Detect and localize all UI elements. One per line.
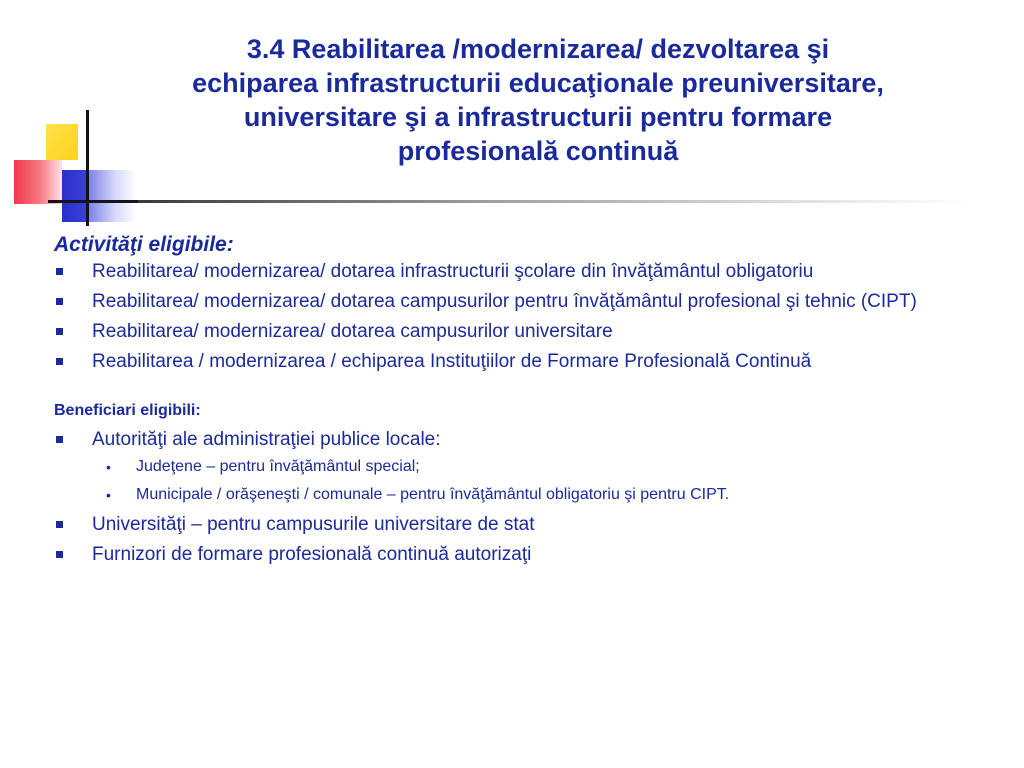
list-item	[54, 290, 994, 313]
beneficiaries-list	[54, 428, 994, 566]
horizontal-line-decoration	[48, 200, 138, 203]
list-item	[54, 320, 994, 343]
list-item-text: Reabilitarea/ modernizarea/ dotarea infrastructurii şcolare din învăţământul obligatoriu	[92, 261, 814, 282]
sub-list-item-text: Judeţene – pentru învăţământul special;	[136, 458, 420, 475]
list-item-text: Reabilitarea/ modernizarea/ dotarea campusurilor pentru învăţământul profesional şi tehnic (CIPT)	[92, 291, 917, 312]
list-item	[54, 513, 994, 536]
activities-heading: Activităţi eligibile:	[54, 233, 234, 256]
sub-list-item	[54, 457, 994, 477]
sub-list-item-text: Municipale / orăşeneşti / comunale – pentru învăţământul obligatoriu şi pentru CIPT.	[136, 486, 730, 503]
list-item-text: Autorităţi ale administraţiei publice locale:	[92, 429, 441, 450]
square-bullet-icon	[56, 358, 63, 365]
section-spacer	[54, 380, 994, 400]
beneficiaries-heading: Beneficiari eligibili:	[54, 402, 201, 419]
square-bullet-icon	[56, 268, 63, 275]
yellow-square-decoration	[46, 124, 78, 160]
list-item-text: Furnizori de formare profesională continuă autorizaţi	[92, 544, 532, 565]
square-bullet-icon	[56, 551, 63, 558]
blue-fade-decoration	[88, 170, 136, 222]
red-square-decoration	[14, 160, 62, 204]
square-bullet-icon	[56, 298, 63, 305]
list-item	[54, 428, 994, 505]
list-item	[54, 260, 994, 283]
title-divider-line	[138, 200, 968, 203]
list-item-text: Universităţi – pentru campusurile universitare de stat	[92, 514, 535, 535]
slide-title: 3.4 Reabilitarea /modernizarea/ dezvoltarea şi echiparea infrastructurii educaţionale preuniversitare, universitare şi a infrastructurii pentru formare profesională continuă	[192, 34, 884, 166]
sub-list-item	[54, 485, 994, 505]
list-item	[54, 350, 994, 373]
sub-list	[92, 457, 994, 505]
list-item-text: Reabilitarea / modernizarea / echiparea Instituţiilor de Formare Profesională Continuă	[92, 351, 812, 372]
slide-content	[54, 230, 994, 573]
list-item-text: Reabilitarea/ modernizarea/ dotarea campusurilor universitare	[92, 321, 613, 342]
activities-list	[54, 260, 994, 373]
square-bullet-icon	[56, 521, 63, 528]
square-bullet-icon	[56, 436, 63, 443]
blue-square-decoration	[62, 170, 88, 222]
list-item	[54, 543, 994, 566]
dot-bullet-icon: •	[106, 487, 111, 503]
vertical-line-decoration	[86, 110, 89, 226]
square-bullet-icon	[56, 328, 63, 335]
dot-bullet-icon: •	[106, 459, 111, 475]
